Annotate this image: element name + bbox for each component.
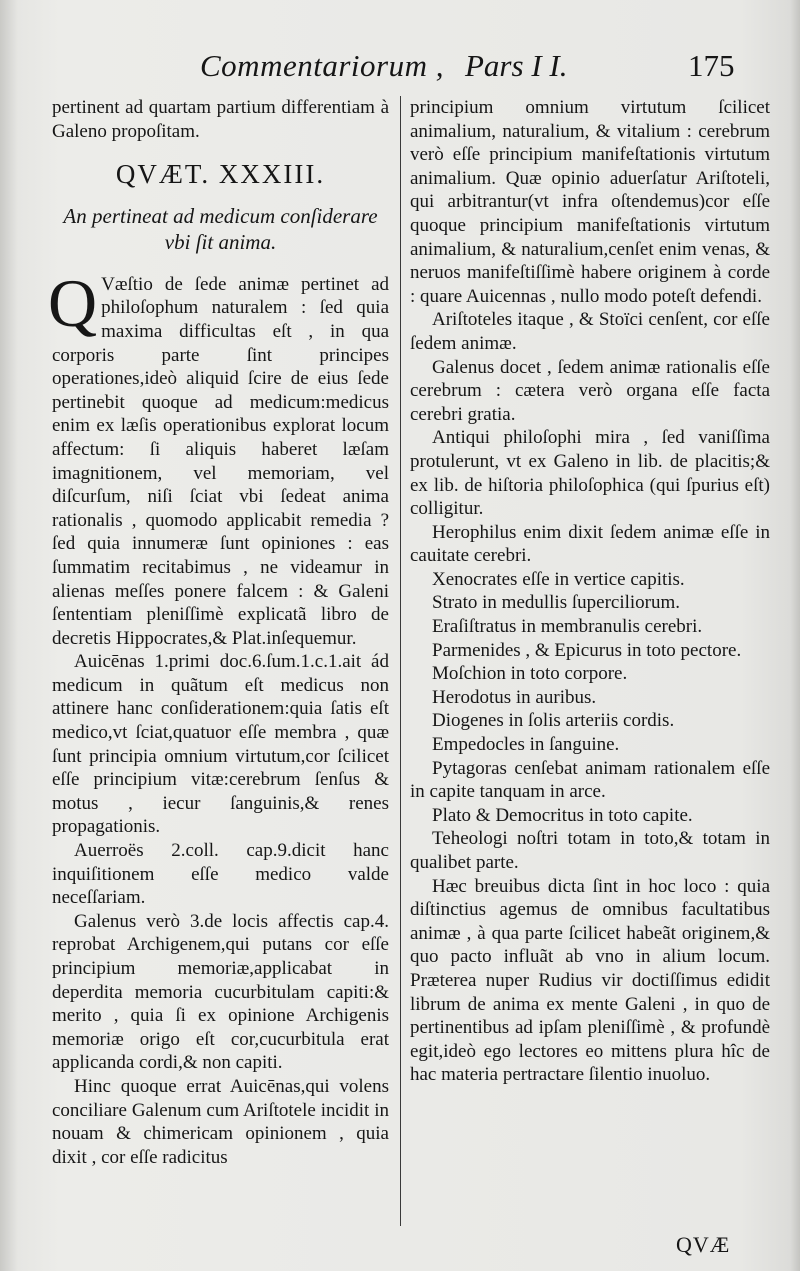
right-paragraph-15: Plato & Democritus in toto capite. — [432, 804, 693, 826]
right-paragraph-10: Moſchion in toto corpore. — [432, 663, 628, 685]
left-column — [48, 96, 389, 1169]
right-paragraph-6: Xenocrates eſſe in vertice capitis. — [432, 568, 685, 590]
left-paragraph-3: Auerroës 2.coll. cap.9.dicit hanc inquiſitionem eſſe medico valde neceſſariam. — [52, 840, 389, 909]
left-paragraph-1 — [48, 264, 389, 651]
left-paragraph-4: Galenus verò 3.de locis affectis cap.4. reprobat Archigenem,qui putans cor eſſe principium memoriæ,applicabat in deperdita memoria cucurbitulam capiti:& merito , quia ſi ex opinione Archigenis memoriæ origo eſt cor,cucurbitula erat applicanda cordi,& non capiti. — [52, 910, 389, 1074]
running-title: Commentariorum , — [200, 48, 444, 83]
left-paragraph-2: Auicēnas 1.primi doc.6.ſum.1.c.1.ait ád medicum in quãtum eſt medicus non attinere hanc conſiderationem:quia ſatis eſt medico,vt ſciat,quatuor eſſe membra , quæ ſunt principia omnium virtutum,cor ſcilicet eſſe principium vitæ:cerebrum ſenſus & motus , iecur ſanguinis,& renes propagationis. — [52, 651, 389, 838]
right-paragraph-2: Ariſtoteles itaque , & Stoïci cenſent, cor eſſe ſedem animæ. — [410, 309, 770, 354]
right-column — [410, 96, 770, 1087]
running-header — [0, 44, 800, 94]
right-paragraph-17: Hæc breuibus dicta ſint in hoc loco : quia diſtinctius agemus de omnibus facultatibus animæ , à qua parte ſcilicet habeãt originem,& quo pacto influãt ab vno in alium locum. Præterea nuper Rudius vir doctiſſimus edidit librum de anima ex mente Galeni , in quo de pertinentibus ad ipſam pleniſſimè , & profundè egit,ideò ego lectores eo mittens plura hîc de hac materia pertractare ſilentio inuoluo. — [410, 875, 770, 1086]
catchword: QVÆ — [676, 1232, 731, 1257]
left-paragraph-1-text: Væſtio de ſede animæ pertinet ad philoſophum naturalem : ſed quia maxima difficultas eſt , in qua corporis parte ſint principes operationes,ideò aliquid ſcire de eius ſede pertinebit quoque ad medicum:medicus enim ex læſis operationibus explorat locum affectum: ſi aliquis haberet læſam imagnitionem, vel memoriam, vel diſcurſum, niſi ſciat vbi ſedeat anima rationalis , quomodo applicabit remedia ? ſed quia innumeræ ſunt opiniones : eas ſummatim recitabimus , ne videamur in alienas meſſes ponere falcem : & Galeni ſententiam pleniſſimè explicatã libro de decretis Hippocrates,& Plat.inſequemur. — [52, 273, 389, 649]
right-paragraph-11: Herodotus in auribus. — [432, 686, 597, 708]
right-paragraph-8: Eraſiſtratus in membranulis cerebri. — [432, 616, 703, 638]
drop-cap: Q — [48, 264, 98, 341]
question-title: An pertineat ad medicum conſiderare vbi ſit anima. — [63, 203, 378, 254]
right-paragraph-12: Diogenes in ſolis arteriis cordis. — [432, 710, 675, 732]
left-opening-paragraph: pertinent ad quartam partium differentiam à Galeno propoſitam. — [52, 97, 389, 142]
right-paragraph-7: Strato in medullis ſuperciliorum. — [432, 592, 681, 614]
question-heading: QVÆT. XXXIII. — [115, 159, 326, 190]
right-paragraph-13: Empedocles in ſanguine. — [432, 734, 620, 756]
right-paragraph-9: Parmenides , & Epicurus in toto pectore. — [432, 639, 742, 661]
page-number: 175 — [688, 48, 735, 83]
right-paragraph-16: Teheologi noſtri totam in toto,& totam in qualibet parte. — [410, 828, 770, 873]
part-label: Pars I I. — [465, 48, 568, 83]
right-paragraph-4: Antiqui philoſophi mira , ſed vaniſſima protulerunt, vt ex Galeno in lib. de placitis;& ex lib. de hiſtoria philoſophica (qui ſpurius eſt) colligitur. — [410, 427, 770, 520]
right-paragraph-1: principium omnium virtutum ſcilicet animalium, naturalium, & vitalium : cerebrum verò eſſe principium manifeſtationis virtutum animalium. Quæ opinio aduerſatur Ariſtoteli, qui arbitrantur(vt infra oſtendemus)cor eſſe quoque principium manifeſtationis virtutum animalium, & naturalium,cenſet enim venas, & neruos manifeſtiſſimè habere originem à corde : quare Auicennas , nullo modo poteſt defendi. — [410, 97, 770, 307]
left-paragraph-5: Hinc quoque errat Auicēnas,qui volens conciliare Galenum cum Ariſtotele incidit in nouam & chimericam opinionem , quia dixit , cor eſſe radicitus — [52, 1075, 389, 1168]
right-paragraph-5: Herophilus enim dixit ſedem animæ eſſe in cauitate cerebri. — [410, 521, 770, 567]
right-paragraph-3: Galenus docet , ſedem animæ rationalis eſſe cerebrum : cætera verò organa eſſe facta cerebri gratia. — [410, 356, 770, 425]
column-divider — [400, 96, 401, 1226]
right-paragraph-14: Pytagoras cenſebat animam rationalem eſſe in capite tanquam in arce. — [410, 757, 770, 803]
